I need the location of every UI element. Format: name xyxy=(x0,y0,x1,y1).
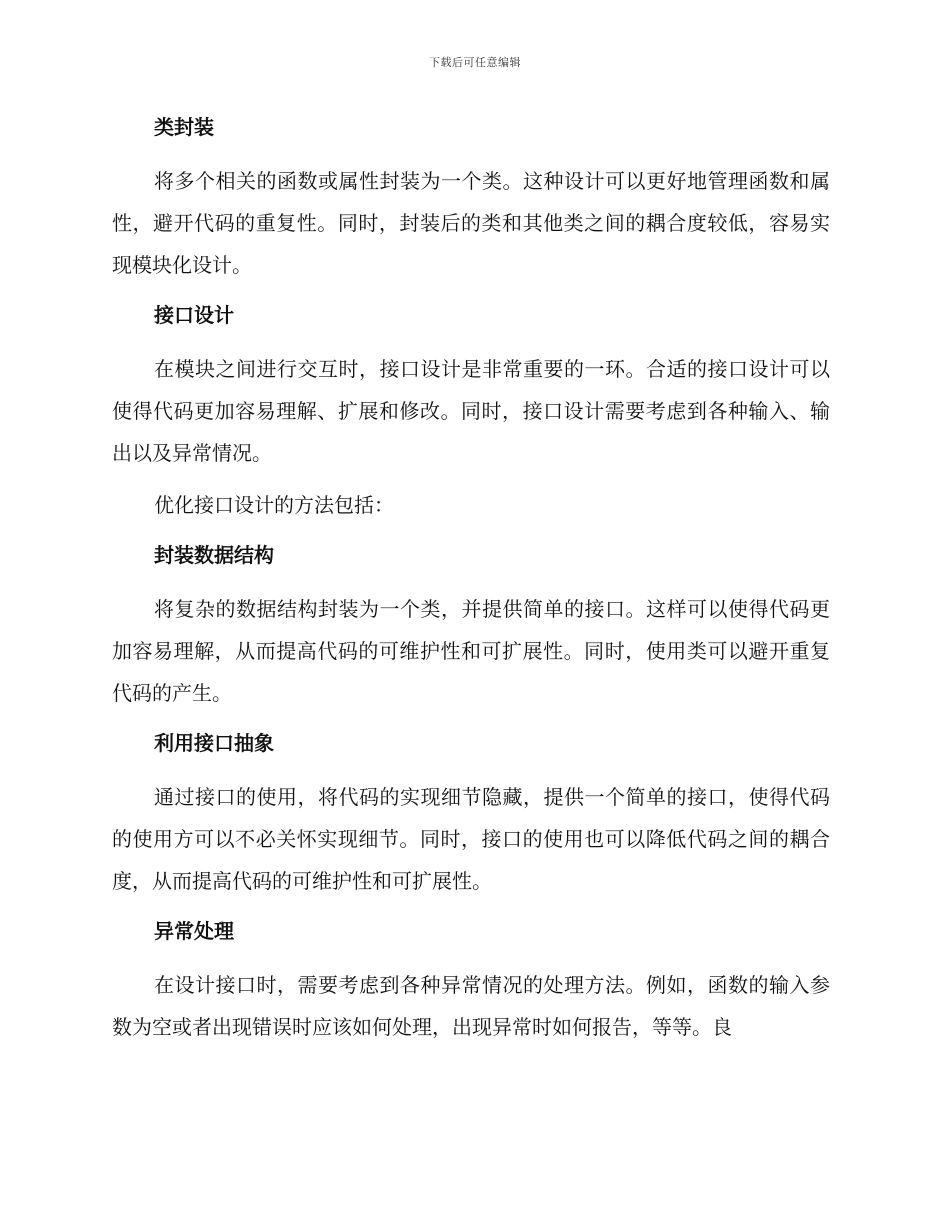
section-heading-class-encapsulation: 类封装 xyxy=(154,115,214,139)
paragraph: 在设计接口时，需要考虑到各种异常情况的处理方法。例如，函数的输入参数为空或者出现错误时应该如何处理，出现异常时如何报告，等等。良 xyxy=(112,973,830,1039)
paragraph: 将多个相关的函数或属性封装为一个类。这种设计可以更好地管理函数和属性，避开代码的重复性。同时，封装后的类和其他类之间的耦合度较低，容易实现模块化设计。 xyxy=(112,169,830,277)
section-heading-encapsulate-data-structures: 封装数据结构 xyxy=(154,543,274,567)
section-heading-interface-abstraction: 利用接口抽象 xyxy=(154,731,274,755)
page-header: 下载后可任意编辑 xyxy=(429,56,521,69)
section-heading-interface-design: 接口设计 xyxy=(154,303,234,327)
paragraph: 通过接口的使用，将代码的实现细节隐藏，提供一个简单的接口，使得代码的使用方可以不必关怀实现细节。同时，接口的使用也可以降低代码之间的耦合度，从而提高代码的可维护性和可扩展性。 xyxy=(112,785,830,893)
paragraph: 在模块之间进行交互时，接口设计是非常重要的一环。合适的接口设计可以使得代码更加容易理解、扩展和修改。同时，接口设计需要考虑到各种输入、输出以及异常情况。 xyxy=(112,357,830,465)
document-body xyxy=(112,108,830,1048)
section-heading-exception-handling: 异常处理 xyxy=(154,919,234,943)
paragraph: 优化接口设计的方法包括： xyxy=(154,493,394,517)
paragraph: 将复杂的数据结构封装为一个类，并提供简单的接口。这样可以使得代码更加容易理解，从而提高代码的可维护性和可扩展性。同时，使用类可以避开重复代码的产生。 xyxy=(112,597,830,705)
